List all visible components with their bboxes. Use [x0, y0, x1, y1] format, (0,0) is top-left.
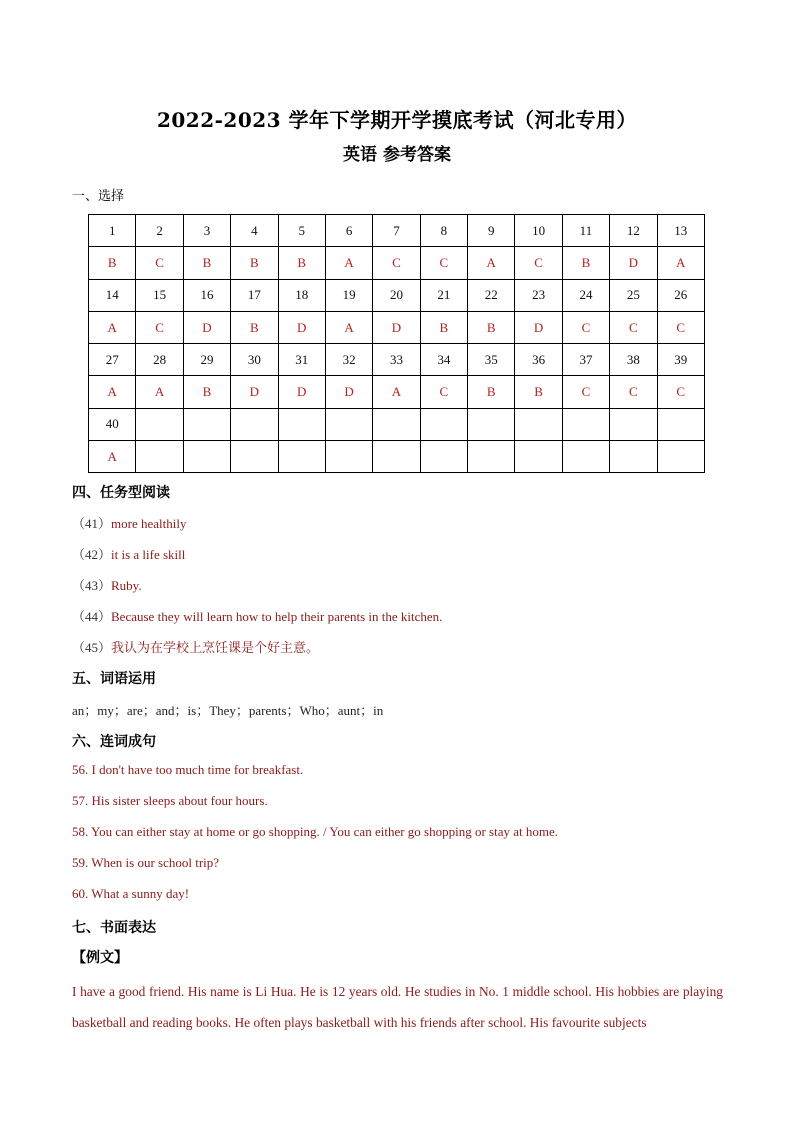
table-row	[89, 441, 705, 473]
answer-cell: C	[657, 311, 705, 343]
question-number-cell: 26	[657, 279, 705, 311]
answer-cell: B	[183, 376, 230, 408]
answer-cell: C	[136, 311, 183, 343]
answer-table	[88, 214, 705, 473]
question-number-cell	[183, 408, 230, 440]
question-number-cell: 9	[468, 215, 515, 247]
question-number-cell: 39	[657, 344, 705, 376]
answer-cell	[610, 441, 657, 473]
answer-cell: A	[468, 247, 515, 279]
question-number-cell: 16	[183, 279, 230, 311]
question-number-cell: 15	[136, 279, 183, 311]
answer-cell: B	[515, 376, 562, 408]
question-number-cell	[420, 408, 467, 440]
question-number-cell: 10	[515, 215, 562, 247]
answer-cell: B	[89, 247, 136, 279]
question-number-cell	[468, 408, 515, 440]
answer-cell: A	[325, 247, 372, 279]
answer-text: more healthily	[111, 516, 187, 531]
answer-cell: C	[136, 247, 183, 279]
question-number-cell: 40	[89, 408, 136, 440]
question-number-cell: 24	[562, 279, 609, 311]
question-number-cell: 6	[325, 215, 372, 247]
table-row	[89, 247, 705, 279]
answer-cell: B	[231, 247, 278, 279]
question-number-cell: 1	[89, 215, 136, 247]
question-number-cell: 20	[373, 279, 420, 311]
page-subtitle: 英语 参考答案	[343, 145, 451, 165]
answer-cell: B	[468, 311, 515, 343]
question-number-cell: 23	[515, 279, 562, 311]
sentence-59: 59. When is our school trip?	[72, 855, 220, 870]
question-number-cell: 2	[136, 215, 183, 247]
answer-cell: C	[610, 311, 657, 343]
question-number-cell: 7	[373, 215, 420, 247]
question-number-cell: 3	[183, 215, 230, 247]
question-number-cell: 4	[231, 215, 278, 247]
answer-43	[72, 575, 142, 594]
answer-cell: D	[231, 376, 278, 408]
question-number-cell: 11	[562, 215, 609, 247]
answer-41	[72, 513, 186, 532]
answer-cell	[278, 441, 325, 473]
answer-cell: A	[373, 376, 420, 408]
answer-cell	[562, 441, 609, 473]
question-number-cell: 12	[610, 215, 657, 247]
answer-cell: C	[420, 376, 467, 408]
answer-index: （45）	[72, 640, 112, 655]
answer-cell: D	[610, 247, 657, 279]
answer-cell: D	[325, 376, 372, 408]
question-number-cell: 19	[325, 279, 372, 311]
question-number-cell	[325, 408, 372, 440]
section-5-heading: 五、词语运用	[72, 671, 156, 687]
question-number-cell: 37	[562, 344, 609, 376]
answer-cell	[325, 441, 372, 473]
question-number-cell	[657, 408, 705, 440]
question-number-cell	[373, 408, 420, 440]
answer-42	[72, 544, 185, 563]
answer-cell: C	[515, 247, 562, 279]
question-number-cell: 21	[420, 279, 467, 311]
question-number-cell	[515, 408, 562, 440]
question-number-cell	[610, 408, 657, 440]
question-number-cell: 28	[136, 344, 183, 376]
answer-cell: D	[515, 311, 562, 343]
answer-cell: D	[183, 311, 230, 343]
answer-cell: B	[183, 247, 230, 279]
question-number-cell: 35	[468, 344, 515, 376]
answer-cell: B	[468, 376, 515, 408]
answer-index: （43）	[72, 578, 112, 593]
answer-cell: C	[562, 376, 609, 408]
question-number-cell: 29	[183, 344, 230, 376]
answer-cell	[657, 441, 705, 473]
answer-45	[72, 637, 319, 656]
question-number-cell: 5	[278, 215, 325, 247]
answer-text: 我认为在学校上烹饪课是个好主意。	[111, 640, 320, 655]
answer-cell	[468, 441, 515, 473]
answer-cell	[231, 441, 278, 473]
section-7-heading: 七、书面表达	[72, 920, 156, 936]
answer-cell: D	[278, 376, 325, 408]
answer-cell: A	[89, 311, 136, 343]
page-title: 2022-2023 学年下学期开学摸底考试（河北专用）	[156, 108, 638, 132]
question-number-cell: 31	[278, 344, 325, 376]
question-number-cell: 32	[325, 344, 372, 376]
word-usage-answer: an；my；are；and；is；They；parents；Who；aunt；in	[72, 703, 384, 718]
sentence-60: 60. What a sunny day!	[72, 886, 190, 901]
answer-cell: C	[373, 247, 420, 279]
answer-cell	[373, 441, 420, 473]
answer-cell: B	[420, 311, 467, 343]
table-row	[89, 376, 705, 408]
answer-cell: C	[657, 376, 705, 408]
question-number-cell	[136, 408, 183, 440]
answer-index: （41）	[72, 516, 112, 531]
answer-cell: B	[278, 247, 325, 279]
answer-cell: A	[89, 376, 136, 408]
sentence-56: 56. I don't have too much time for breakfast.	[72, 762, 304, 777]
answer-cell	[420, 441, 467, 473]
answer-cell: A	[136, 376, 183, 408]
answer-cell: D	[278, 311, 325, 343]
answer-text: Ruby.	[111, 578, 142, 593]
sentence-57: 57. His sister sleeps about four hours.	[72, 793, 268, 808]
table-row	[89, 311, 705, 343]
table-row	[89, 215, 705, 247]
question-number-cell: 30	[231, 344, 278, 376]
sample-essay: I have a good friend. His name is Li Hua. He is 12 years old. He studies in No. 1 middle school. His hobbies are playing basketball and reading books. He often plays basketball with his friends after school. His favourite subjects	[72, 984, 723, 1030]
answer-index: （42）	[72, 547, 112, 562]
question-number-cell: 22	[468, 279, 515, 311]
question-number-cell: 34	[420, 344, 467, 376]
answer-cell	[515, 441, 562, 473]
answer-cell: C	[420, 247, 467, 279]
section-1-heading: 一、选择	[72, 189, 125, 204]
question-number-cell: 38	[610, 344, 657, 376]
question-number-cell	[231, 408, 278, 440]
answer-cell: A	[657, 247, 705, 279]
question-number-cell: 27	[89, 344, 136, 376]
question-number-cell: 18	[278, 279, 325, 311]
answer-cell: D	[373, 311, 420, 343]
sample-label: 【例文】	[72, 950, 128, 966]
question-number-cell: 14	[89, 279, 136, 311]
answer-index: （44）	[72, 609, 112, 624]
question-number-cell	[278, 408, 325, 440]
answer-cell: A	[89, 441, 136, 473]
question-number-cell: 36	[515, 344, 562, 376]
answer-cell: B	[231, 311, 278, 343]
answer-text: Because they will learn how to help their parents in the kitchen.	[111, 609, 443, 624]
sentence-58: 58. You can either stay at home or go shopping. / You can either go shopping or stay at home.	[72, 824, 558, 839]
answer-cell: C	[562, 311, 609, 343]
table-row	[89, 344, 705, 376]
question-number-cell: 17	[231, 279, 278, 311]
question-number-cell	[562, 408, 609, 440]
table-row	[89, 279, 705, 311]
section-4-heading: 四、任务型阅读	[72, 485, 170, 501]
answer-cell: A	[325, 311, 372, 343]
question-number-cell: 33	[373, 344, 420, 376]
question-number-cell: 13	[657, 215, 705, 247]
answer-text: it is a life skill	[111, 547, 186, 562]
answer-cell: C	[610, 376, 657, 408]
question-number-cell: 25	[610, 279, 657, 311]
answer-44	[72, 606, 442, 625]
question-number-cell: 8	[420, 215, 467, 247]
section-6-heading: 六、连词成句	[72, 734, 156, 750]
answer-cell	[183, 441, 230, 473]
table-row	[89, 408, 705, 440]
answer-cell	[136, 441, 183, 473]
answer-cell: B	[562, 247, 609, 279]
